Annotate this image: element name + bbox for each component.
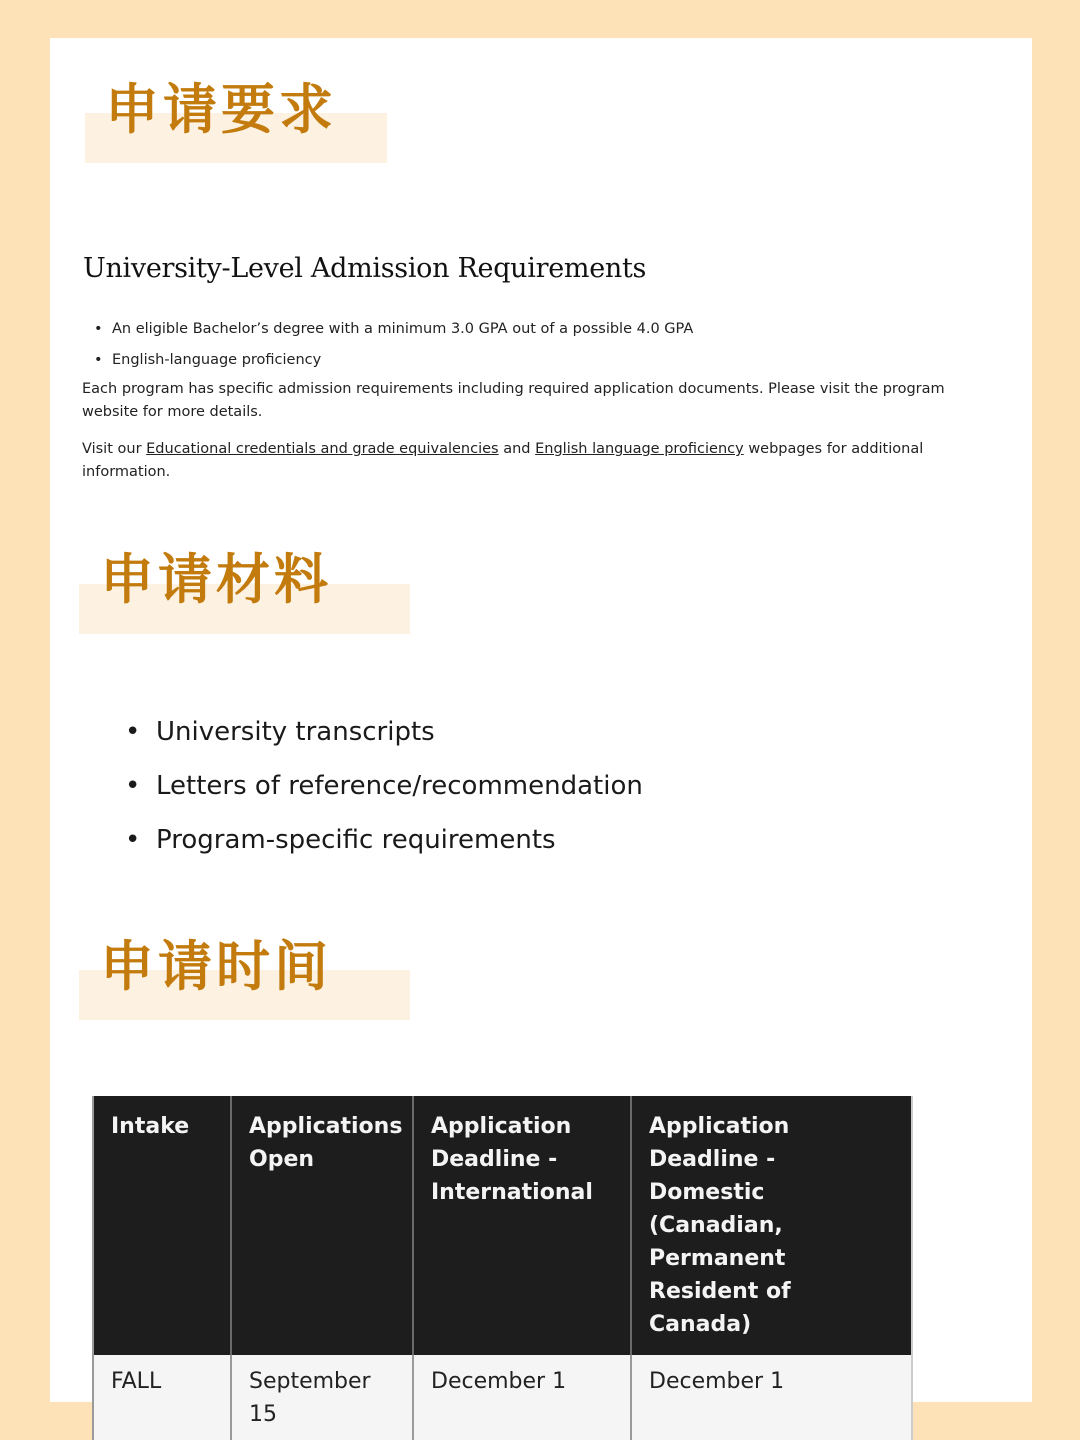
header-deadline-international: Application Deadline - International <box>413 1096 631 1355</box>
requirement-item: • English-language proficiency <box>92 349 693 380</box>
header-intake: Intake <box>93 1096 231 1355</box>
heading-timeline-text: 申请时间 <box>100 935 332 998</box>
materials-list <box>125 708 643 870</box>
visit-middle: and <box>498 441 536 457</box>
table-header-row <box>93 1096 912 1355</box>
timeline-table-wrapper <box>92 1096 911 1427</box>
content-card <box>50 38 1032 1427</box>
requirements-title: University-Level Admission Requirements <box>83 253 647 284</box>
requirement-item: • An eligible Bachelor’s degree with a minimum 3.0 GPA out of a possible 4.0 GPA <box>92 318 693 349</box>
heading-requirements-text: 申请要求 <box>105 78 337 141</box>
header-deadline-domestic: Application Deadline - Domestic (Canadian, Permanent Resident of Canada) <box>631 1096 912 1355</box>
material-item: • Letters of reference/recommendation <box>125 762 643 816</box>
cell-deadline-domestic: December 1 <box>631 1355 912 1440</box>
visit-suffix: webpages for additional information. <box>82 441 924 480</box>
material-item: • Program-specific requirements <box>125 816 643 870</box>
header-applications-open: Applications Open <box>231 1096 413 1355</box>
cell-deadline-international: December 1 <box>413 1355 631 1440</box>
heading-materials-text: 申请材料 <box>100 548 332 611</box>
visit-paragraph <box>82 438 1002 484</box>
timeline-table <box>92 1096 913 1440</box>
language-proficiency-link[interactable]: English language proficiency <box>535 441 744 457</box>
requirements-list <box>92 318 693 380</box>
credentials-link[interactable]: Educational credentials and grade equivalencies <box>146 441 499 457</box>
cell-applications-open: September 15 <box>231 1355 413 1440</box>
visit-prefix: Visit our <box>82 441 147 457</box>
requirements-paragraph: Each program has specific admission requirements including required application documents. Please visit the program website for more details. <box>82 381 945 420</box>
table-row <box>93 1355 912 1440</box>
cell-intake: FALL <box>93 1355 231 1440</box>
material-item: • University transcripts <box>125 708 643 762</box>
